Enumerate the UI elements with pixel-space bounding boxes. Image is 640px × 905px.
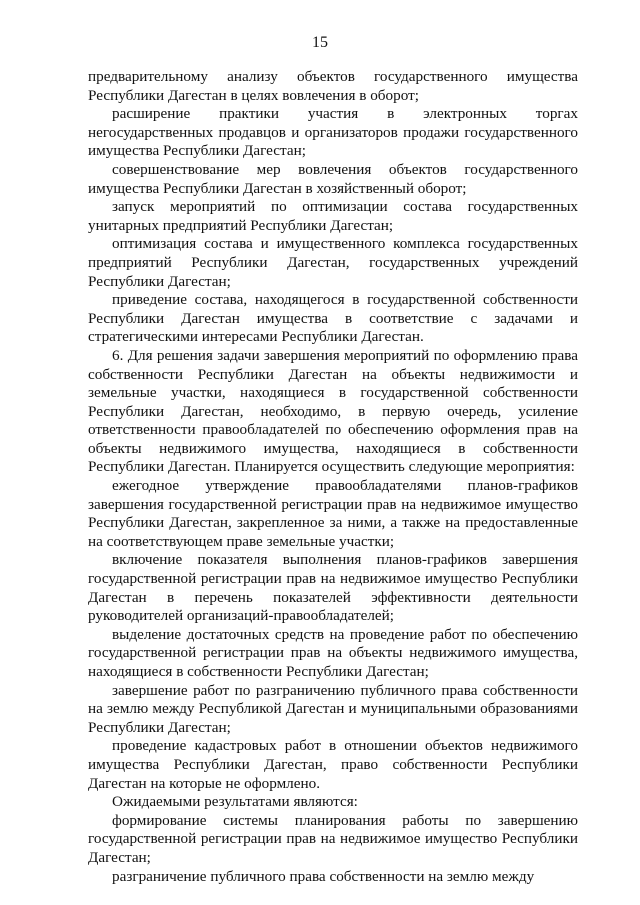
paragraph: включение показателя выполнения планов-графиков завершения государственной регистрации прав на недвижимое имущество Республики Дагестан в перечень показателей эффективности деятельности руководителей организаций-правообладателей; [88,551,578,625]
paragraph: формирование системы планирования работы по завершению государственной регистрации прав на недвижимое имущество Республики Дагестан; [88,811,578,866]
paragraph: запуск мероприятий по оптимизации состава государственных унитарных предприятий Республики Дагестан; [88,198,578,234]
paragraph: разграничение публичного права собственности на землю между [112,867,535,885]
paragraph: проведение кадастровых работ в отношении объектов недвижимого имущества Республики Дагестан, право собственности Республики Дагестан на которые не оформлено. [88,737,578,792]
paragraph: совершенствование мер вовлечения объектов государственного имущества Республики Дагестан в хозяйственный оборот; [88,160,578,197]
paragraph: Ожидаемыми результатами являются: [112,793,358,811]
paragraph: приведение состава, находящегося в государственной собственности Республики Дагестан имущества в соответствие с задачами и стратегическими интересами Республики Дагестан. [88,291,578,346]
paragraph: расширение практики участия в электронных торгах негосударственных продавцов и организаторов продажи государственного имущества Республики Дагестан; [88,105,578,160]
paragraph: завершение работ по разграничению публичного права собственности на землю между Республикой Дагестан и муниципальными образованиями Республики Дагестан; [88,681,578,736]
paragraph: 6. Для решения задачи завершения мероприятий по оформлению права собственности Республики Дагестан на объекты недвижимости и земельные участки, находящиеся в государственной собственности Республики Дагестан, необходимо, в первую очередь, усиление ответственности правообладателей по обеспечению оформления прав на объекты недвижимого имущества, находящиеся в собственности Республики Дагестан. Планируется осуществить следующие мероприятия: [88,346,578,476]
document-body [88,68,578,886]
paragraph: оптимизация состава и имущественного комплекса государственных предприятий Республики Дагестан, государственных учреждений Республики Дагестан; [88,235,578,290]
paragraph: ежегодное утверждение правообладателями планов-графиков завершения государственной регистрации прав на недвижимое имущество Республики Дагестан, закрепленное за ними, а также на предоставленные на соответствующем праве земельные участки; [88,477,578,550]
paragraph: выделение достаточных средств на проведение работ по обеспечению государственной регистрации прав на объекты недвижимого имущества, находящиеся в собственности Республики Дагестан; [88,625,578,680]
page-number: 15 [312,34,328,51]
paragraph: предварительному анализу объектов государственного имущества Республики Дагестан в целях вовлечения в оборот; [88,68,578,104]
